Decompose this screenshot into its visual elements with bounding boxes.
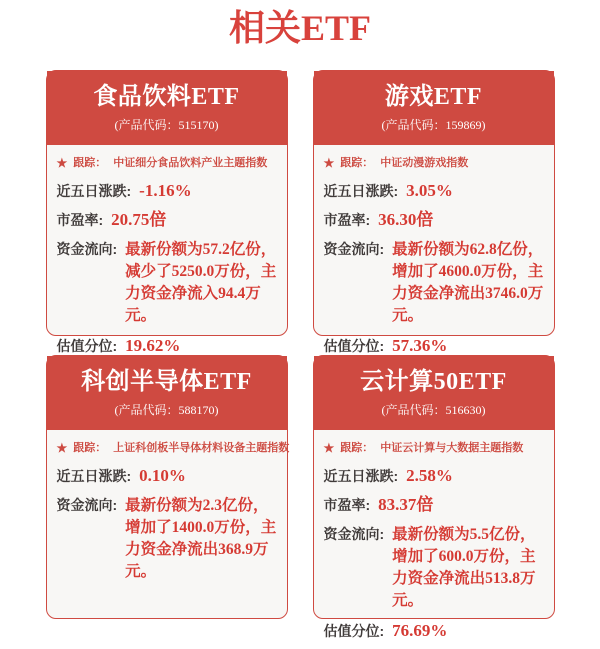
flow-row (324, 239, 548, 327)
star-icon: ★ (56, 441, 68, 455)
pe-label: 市盈率: (56, 212, 104, 228)
tracking-row (56, 441, 290, 455)
valuation-row (324, 336, 548, 356)
product-code: (产品代码：515170) (114, 118, 219, 132)
card-header (47, 356, 287, 430)
etf-card-grid (0, 70, 600, 640)
change-row (57, 181, 281, 201)
pe-label: 市盈率: (323, 497, 371, 513)
pe-value: 36.30倍 (378, 210, 434, 229)
change-value: -1.16% (139, 181, 192, 200)
flow-row (57, 239, 281, 327)
valuation-value: 57.36% (392, 336, 448, 355)
change-row (324, 466, 548, 486)
change-row (57, 466, 281, 486)
flow-label: 资金流向: (323, 526, 385, 542)
change-label: 近五日涨跌: (323, 183, 399, 199)
tracking-index: 中证云计算与大数据主题指数 (380, 442, 524, 454)
star-icon: ★ (323, 156, 335, 170)
etf-title: 食品饮料ETF (93, 84, 240, 110)
etf-card-cloud-computing (313, 355, 555, 640)
star-icon: ★ (56, 156, 68, 170)
tracking-row (324, 442, 548, 455)
change-row (324, 181, 548, 201)
valuation-value: 76.69% (392, 621, 448, 640)
tracking-label: 跟踪： (340, 442, 374, 454)
product-code: (产品代码：159869) (381, 118, 486, 132)
valuation-label: 估值分位: (323, 338, 385, 354)
flow-row (324, 524, 548, 612)
pe-label: 市盈率: (323, 212, 371, 228)
change-label: 近五日涨跌: (56, 468, 132, 484)
card-body (47, 145, 287, 364)
change-label: 近五日涨跌: (56, 183, 132, 199)
etf-title: 游戏ETF (384, 84, 483, 110)
etf-card-semiconductor (46, 355, 288, 619)
etf-title: 科创半导体ETF (81, 369, 252, 395)
page-title: 相关ETF (228, 8, 371, 48)
tracking-index: 中证细分食品饮料产业主题指数 (113, 157, 268, 169)
pe-row (324, 495, 548, 515)
star-icon: ★ (323, 441, 335, 455)
valuation-row (57, 336, 281, 356)
tracking-index: 中证动漫游戏指数 (380, 157, 469, 169)
etf-card-gaming (313, 70, 555, 355)
pe-value: 83.37倍 (378, 495, 434, 514)
card-header (314, 71, 554, 145)
flow-value: 最新份额为57.2亿份，减少了5250.0万份，主力资金净流入94.4万元。 (125, 241, 277, 324)
change-value: 3.05% (406, 181, 453, 200)
flow-value: 最新份额为5.5亿份，增加了600.0万份，主力资金净流出513.8万元。 (392, 526, 536, 609)
valuation-value: 19.62% (125, 336, 181, 355)
flow-label: 资金流向: (323, 241, 385, 257)
valuation-label: 估值分位: (56, 338, 118, 354)
change-label: 近五日涨跌: (323, 468, 399, 484)
pe-value: 20.75倍 (111, 210, 167, 229)
tracking-label: 跟踪： (340, 157, 374, 169)
tracking-row (324, 157, 548, 170)
flow-value: 最新份额为2.3亿份，增加了1400.0万份，主力资金净流出368.9万元。 (125, 497, 277, 580)
flow-row (57, 495, 281, 583)
product-code: (产品代码：588170) (114, 403, 219, 417)
change-value: 2.58% (406, 466, 453, 485)
card-body (47, 430, 290, 618)
card-body (314, 430, 554, 649)
etf-title: 云计算50ETF (360, 369, 507, 395)
flow-label: 资金流向: (56, 497, 118, 513)
change-value: 0.10% (139, 466, 186, 485)
flow-value: 最新份额为62.8亿份，增加了4600.0万份，主力资金净流出3746.0万元。 (392, 241, 544, 324)
tracking-row (57, 157, 281, 170)
valuation-label: 估值分位: (323, 623, 385, 639)
card-header (314, 356, 554, 430)
card-body (314, 145, 554, 364)
tracking-index: 上证科创板半导体材料设备主题指数 (113, 442, 290, 454)
pe-row (324, 210, 548, 230)
valuation-row (324, 621, 548, 641)
tracking-label: 跟踪： (73, 157, 107, 169)
flow-label: 资金流向: (56, 241, 118, 257)
product-code: (产品代码：516630) (381, 403, 486, 417)
pe-row (57, 210, 281, 230)
tracking-label: 跟踪： (73, 442, 107, 454)
card-header (47, 71, 287, 145)
etf-card-food-beverage (46, 70, 288, 355)
